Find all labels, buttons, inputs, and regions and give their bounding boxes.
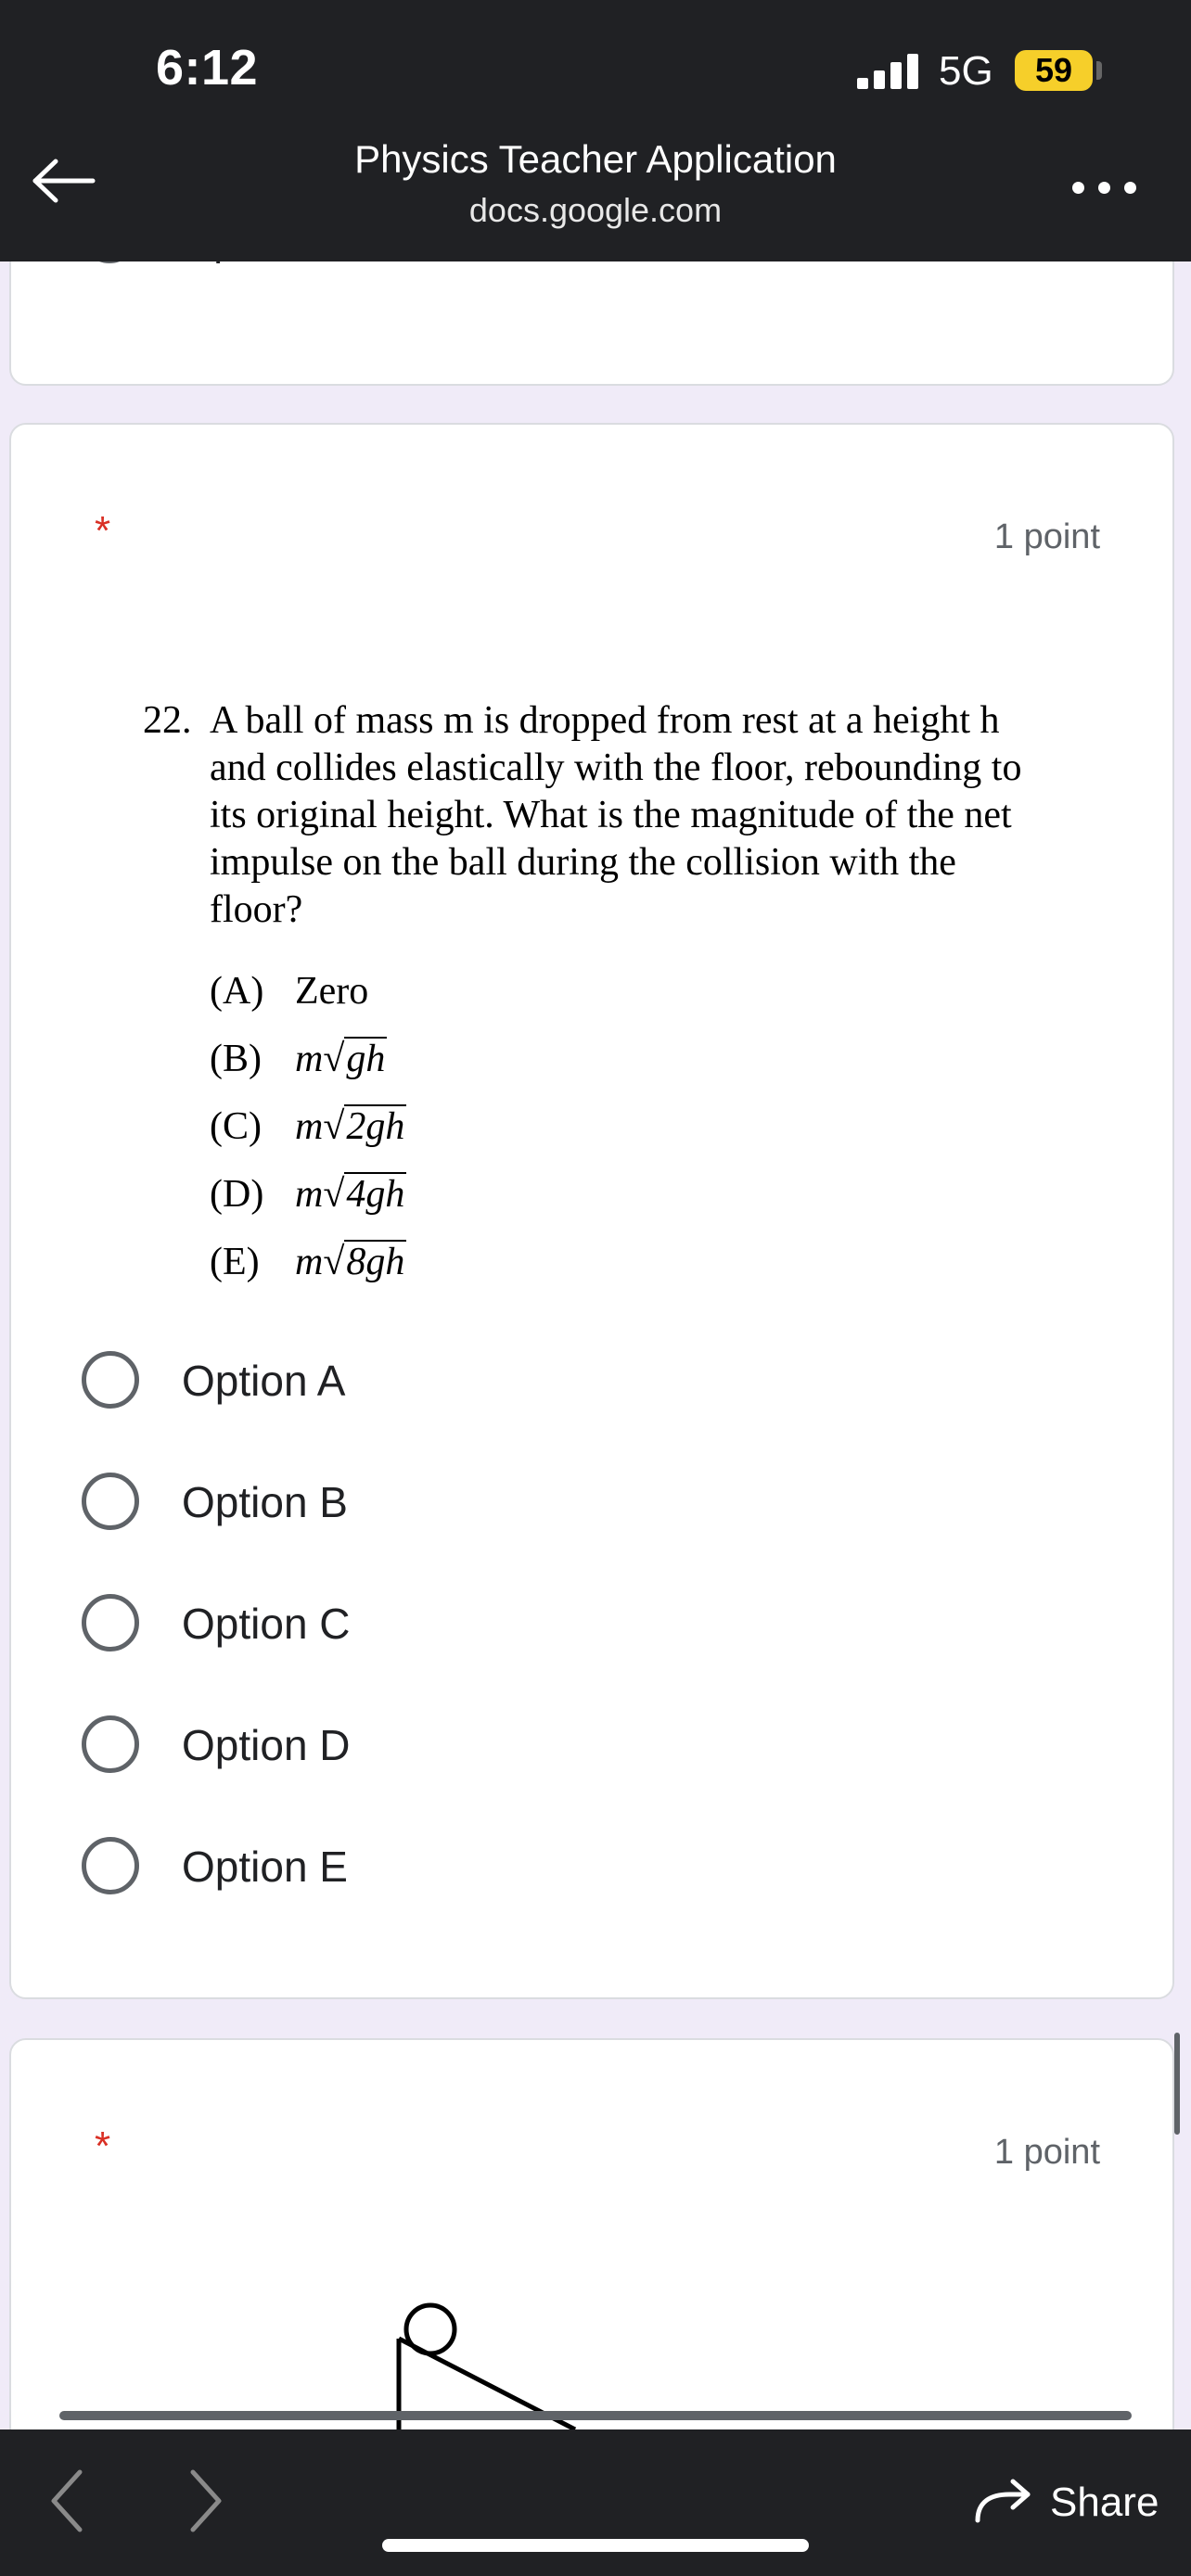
- question-image-22: [143, 697, 1043, 1296]
- points-label: 1 point: [993, 2133, 1100, 2172]
- vertical-scrollbar[interactable]: [1174, 2033, 1180, 2135]
- horizontal-scrollbar[interactable]: [59, 2411, 1132, 2420]
- chevron-left-icon[interactable]: [45, 2467, 91, 2535]
- radio-button[interactable]: [82, 1473, 139, 1530]
- choice-c: (C) m√2gh: [210, 1105, 405, 1148]
- question-number: 22.: [143, 699, 192, 742]
- share-icon: [972, 2478, 1033, 2524]
- share-label: Share: [1050, 2480, 1159, 2525]
- required-mark: *: [95, 508, 111, 554]
- radio-button[interactable]: [82, 1351, 139, 1409]
- network-label: 5G: [939, 48, 993, 94]
- radio-button[interactable]: [82, 1715, 139, 1773]
- option-label: Option B: [182, 1478, 348, 1526]
- page-title: Physics Teacher Application: [354, 137, 837, 181]
- option-a[interactable]: [82, 1346, 638, 1411]
- more-icon[interactable]: [1072, 182, 1137, 195]
- chevron-right-icon[interactable]: [182, 2467, 228, 2535]
- page-url[interactable]: docs.google.com: [468, 191, 723, 229]
- battery-nub: [1096, 61, 1102, 80]
- choice-a: (A) Zero: [210, 970, 369, 1013]
- battery-icon: 59: [1015, 50, 1093, 91]
- radio-button[interactable]: [82, 1837, 139, 1894]
- radio-button[interactable]: [82, 1594, 139, 1651]
- status-time: 6:12: [156, 40, 259, 96]
- share-button[interactable]: [972, 2470, 1167, 2535]
- home-indicator[interactable]: [382, 2539, 809, 2552]
- option-c[interactable]: [82, 1589, 638, 1654]
- option-label: Option D: [182, 1721, 351, 1769]
- points-label: 1 point: [993, 517, 1100, 556]
- browser-toolbar: [0, 2429, 1191, 2576]
- incline-diagram: [371, 2300, 612, 2429]
- answer-choices: [210, 958, 1043, 1296]
- choice-e: (E) m√8gh: [210, 1241, 405, 1283]
- choice-d: (D) m√4gh: [210, 1173, 405, 1216]
- option-label: Option C: [182, 1600, 351, 1648]
- option-label: Option E: [182, 1843, 348, 1891]
- browser-header: [0, 0, 1191, 261]
- choice-b: (B) m√gh: [210, 1038, 386, 1080]
- signal-icon: [857, 54, 920, 89]
- option-e[interactable]: [82, 1832, 638, 1897]
- option-label: Option A: [182, 1357, 346, 1405]
- required-mark: *: [95, 2123, 111, 2169]
- question-text: A ball of mass m is dropped from rest at a height h and collides elastically with the floor, rebounding to its original height. What is the magnitude of the net impulse on the ball during the collision with the floor?: [210, 699, 1022, 931]
- option-d[interactable]: [82, 1711, 638, 1776]
- option-b[interactable]: [82, 1468, 638, 1533]
